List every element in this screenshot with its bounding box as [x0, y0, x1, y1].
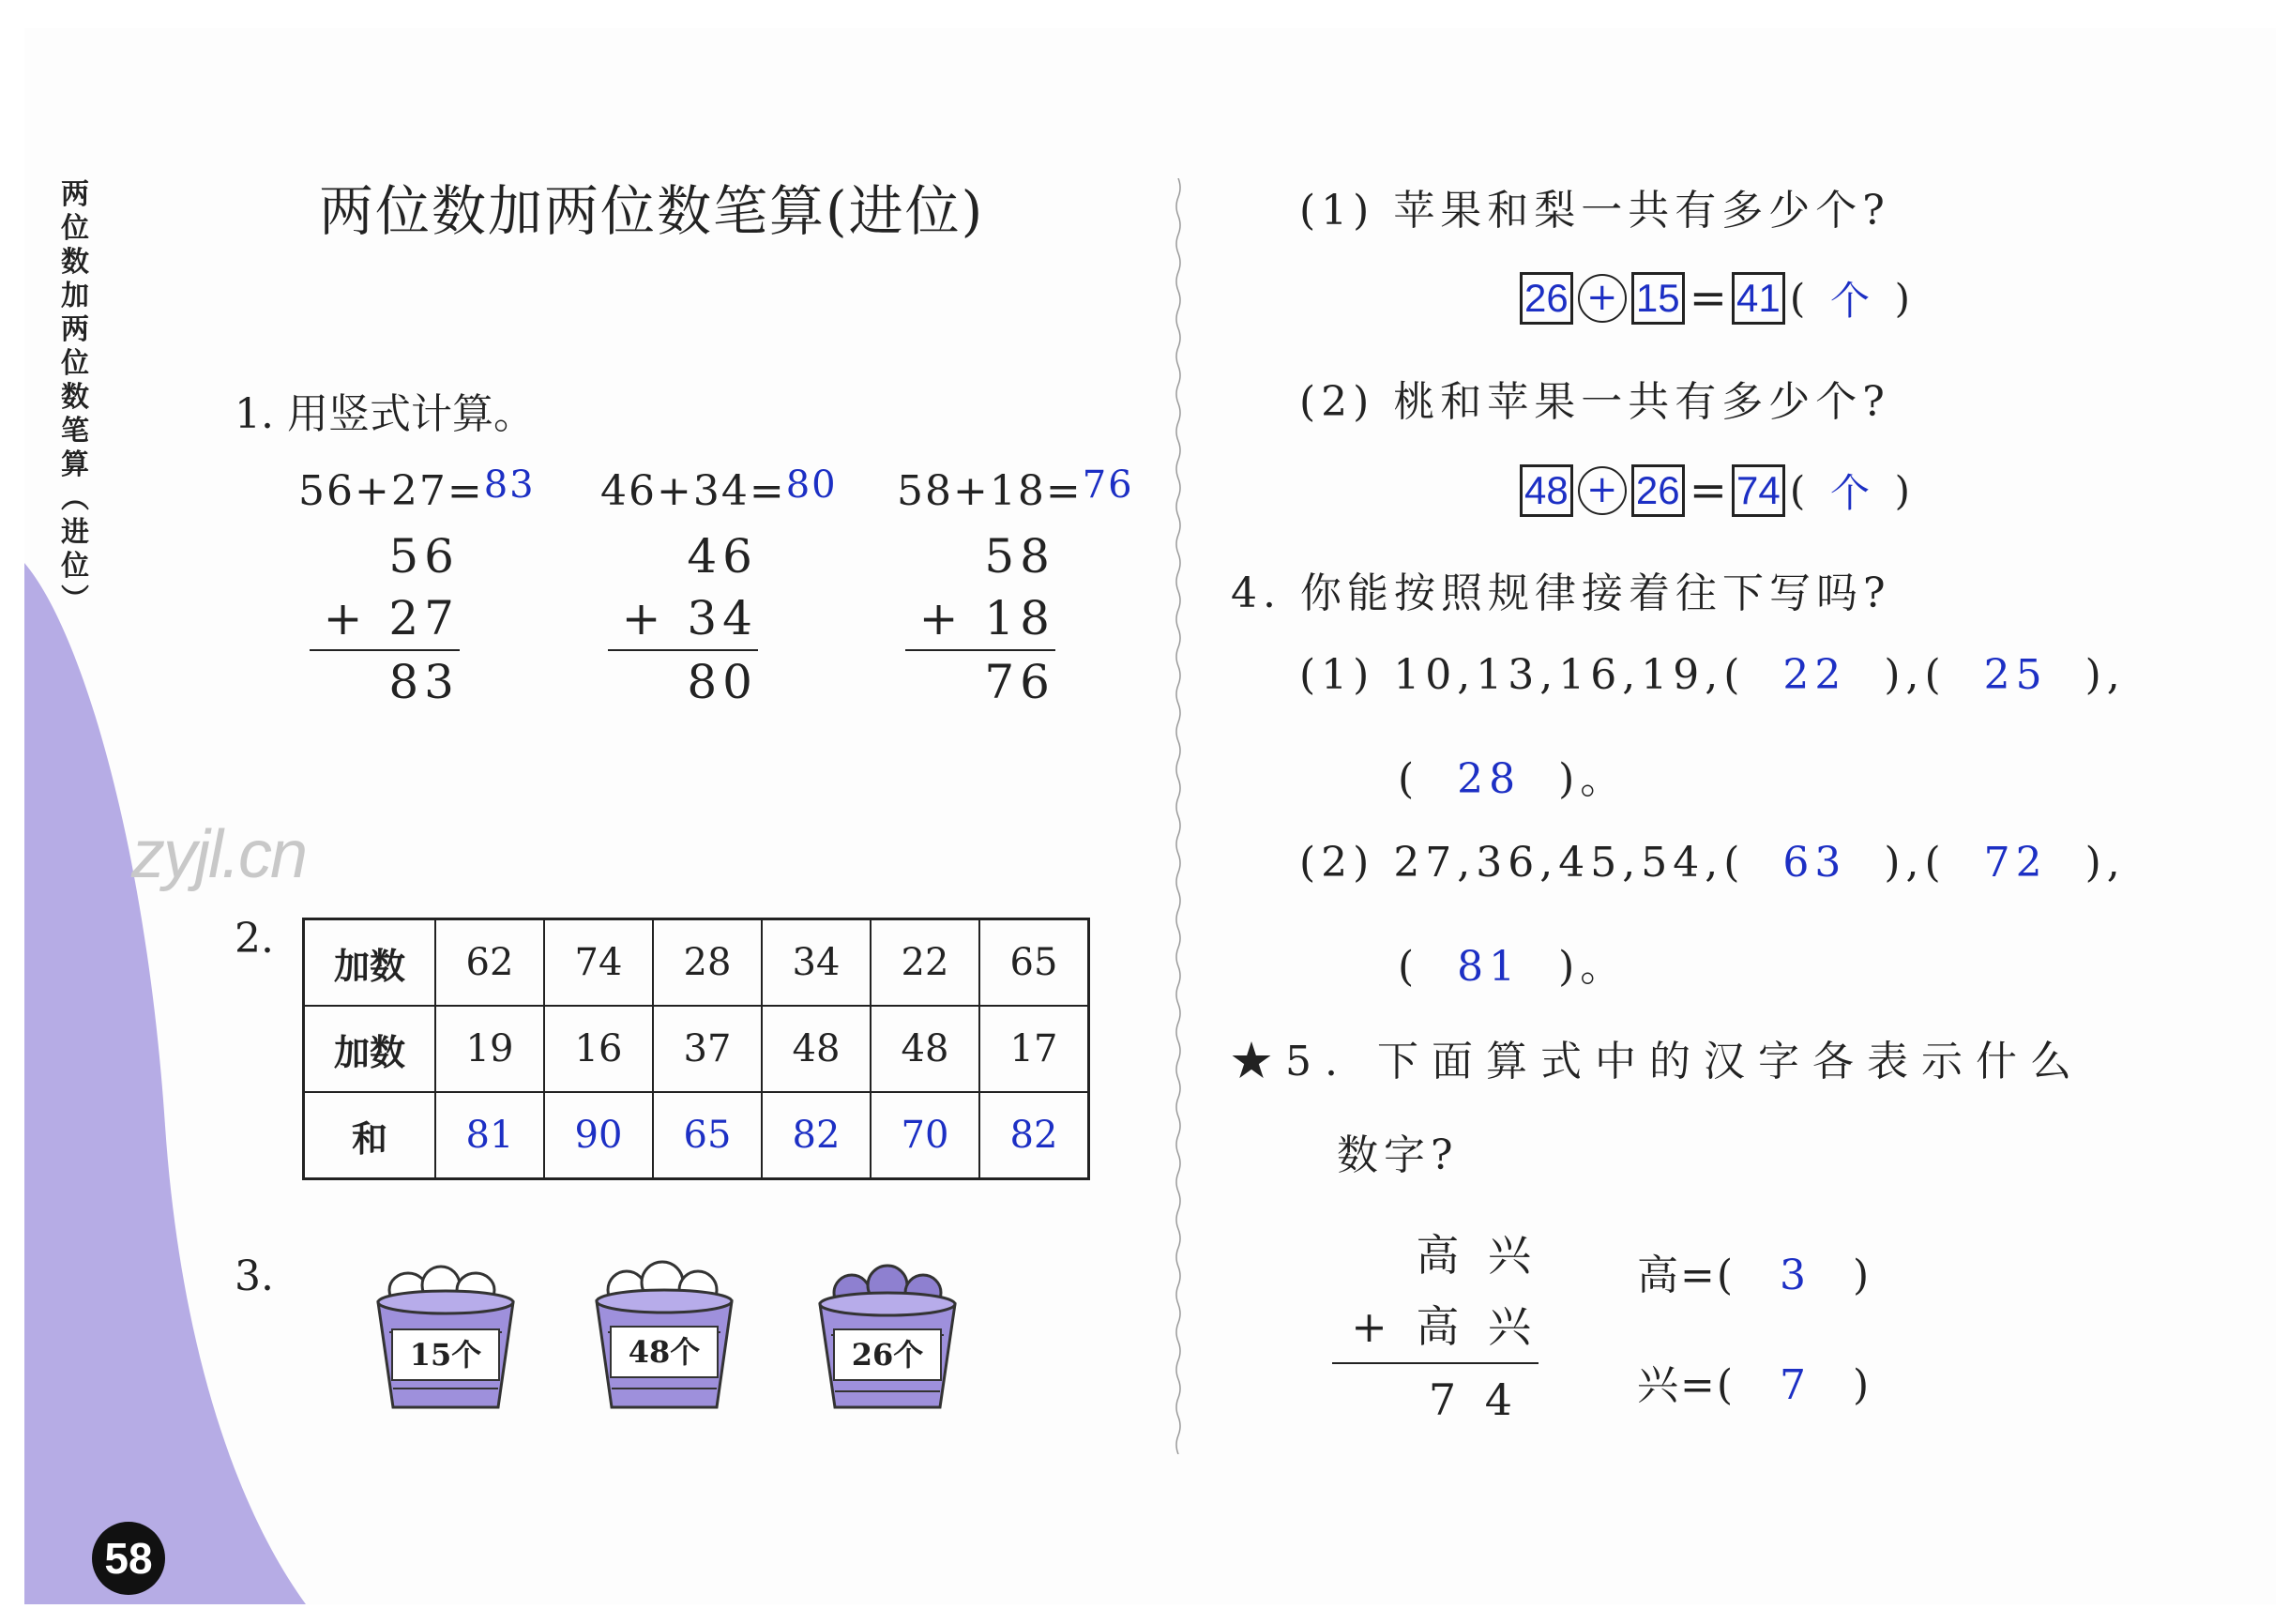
gao-value: 3 — [1780, 1252, 1809, 1299]
q4-sequence-1-cont: ( 28 )。 — [1398, 755, 1628, 803]
side-title-char: 两 — [61, 178, 89, 211]
sum-cell: 81 — [435, 1092, 544, 1179]
q4-label: 4. 你能按照规律接着往下写吗? — [1231, 569, 1891, 617]
q1-answer-1: 83 — [483, 463, 536, 507]
row-header: 加数 — [304, 1006, 436, 1092]
basket-label: 26个 — [833, 1328, 942, 1381]
unit-answer: 个 — [1829, 278, 1870, 324]
q3-sub1-text: (1) 苹果和梨一共有多少个? — [1299, 187, 1890, 235]
basket-label: 48个 — [610, 1326, 719, 1378]
table-row-addend1 — [304, 919, 1089, 1007]
table-cell: 28 — [653, 919, 762, 1007]
table-cell: 34 — [762, 919, 871, 1007]
q2-label: 2. — [235, 915, 274, 963]
sequence-answer: 28 — [1457, 755, 1522, 803]
sequence-answer: 22 — [1782, 651, 1847, 699]
side-title-char: 加 — [61, 280, 89, 312]
side-title-char: 位 — [61, 347, 89, 380]
table-cell: 16 — [544, 1006, 653, 1092]
side-title-char: 数 — [61, 246, 89, 279]
table-row-addend2 — [304, 1006, 1089, 1092]
q5-label-cont: 数字? — [1337, 1131, 1459, 1179]
q1-label: 1. 用竖式计算。 — [235, 390, 535, 438]
table-cell: 62 — [435, 919, 544, 1007]
q1-equation-1: 56+27=83 — [298, 463, 536, 515]
q3-sub1-equation: 26 + 15 = 41 ( 个 ) — [1520, 270, 1910, 326]
answer-box: 41 — [1732, 272, 1785, 325]
table-cell: 19 — [435, 1006, 544, 1092]
addition-table — [302, 918, 1090, 1180]
vertical-addition-3: 58 + 18 76 — [896, 525, 1055, 713]
answer-box: 26 — [1520, 272, 1573, 325]
q1-equation-3: 58+18=76 — [897, 463, 1134, 515]
q5-vertical-addition: 高 兴 + 高 兴 7 4 — [1332, 1220, 1539, 1435]
side-title-char: 两 — [61, 313, 89, 346]
sum-cell: 70 — [871, 1092, 979, 1179]
xing-answer-line: 兴=( 7 ) — [1637, 1361, 1872, 1409]
xing-value: 7 — [1780, 1361, 1809, 1409]
peach-basket — [812, 1255, 963, 1420]
page-title: 两位数加两位数笔算(进位) — [319, 179, 985, 243]
side-band — [24, 563, 306, 1604]
vertical-addition-2: 46 + 34 80 — [599, 525, 758, 713]
row-header: 加数 — [304, 919, 436, 1007]
table-cell: 48 — [871, 1006, 979, 1092]
operator-circle: + — [1578, 274, 1627, 323]
side-title-char: 位 — [61, 212, 89, 245]
table-cell: 65 — [979, 919, 1089, 1007]
basket-label: 15个 — [391, 1328, 500, 1381]
q4-sequence-1: (1) 10,13,16,19,( 22 ),( 25 ), — [1299, 651, 2126, 699]
sequence-answer: 81 — [1457, 943, 1522, 991]
side-title-char: 位 — [61, 550, 89, 583]
sequence-answer: 25 — [1983, 651, 2048, 699]
unit-answer: 个 — [1829, 470, 1870, 516]
workbook-page — [24, 28, 2276, 1604]
sequence-answer: 72 — [1983, 839, 2048, 887]
page-number: 58 — [92, 1522, 165, 1595]
answer-box: 48 — [1520, 464, 1573, 517]
table-cell: 74 — [544, 919, 653, 1007]
row-header: 和 — [304, 1092, 436, 1179]
page-divider — [1175, 178, 1182, 1454]
q1-answer-3: 76 — [1082, 463, 1134, 507]
gao-answer-line: 高=( 3 ) — [1637, 1252, 1872, 1299]
sequence-answer: 63 — [1782, 839, 1847, 887]
watermark: zyjl.cn — [131, 817, 307, 892]
pear-basket — [371, 1257, 521, 1420]
q4-sequence-2: (2) 27,36,45,54,( 63 ),( 72 ), — [1299, 839, 2126, 887]
side-title-char: ︶ — [61, 584, 89, 616]
sum-cell: 82 — [979, 1092, 1089, 1179]
answer-box: 26 — [1631, 464, 1685, 517]
table-row-sum — [304, 1092, 1089, 1179]
sum-cell: 65 — [653, 1092, 762, 1179]
answer-box: 74 — [1732, 464, 1785, 517]
vertical-addition-1: 56 + 27 83 — [300, 525, 460, 713]
q4-sequence-2-cont: ( 81 )。 — [1398, 943, 1628, 991]
sum-cell: 82 — [762, 1092, 871, 1179]
table-cell: 37 — [653, 1006, 762, 1092]
q1-answer-2: 80 — [785, 463, 838, 507]
side-title-char: 算 — [61, 448, 89, 481]
q5-label: ★5. 下面算式中的汉字各表示什么 — [1231, 1038, 2084, 1085]
apple-basket — [589, 1252, 739, 1420]
table-cell: 22 — [871, 919, 979, 1007]
side-title — [56, 178, 94, 617]
table-cell: 17 — [979, 1006, 1089, 1092]
q1-equation-2: 46+34=80 — [600, 463, 838, 515]
table-cell: 48 — [762, 1006, 871, 1092]
side-title-char: 数 — [61, 381, 89, 414]
sum-cell: 90 — [544, 1092, 653, 1179]
q3-sub2-text: (2) 桃和苹果一共有多少个? — [1299, 378, 1890, 426]
q3-sub2-equation: 48 + 26 = 74 ( 个 ) — [1520, 463, 1910, 519]
side-title-char: 进 — [61, 516, 89, 549]
side-title-char: 笔 — [61, 415, 89, 448]
answer-box: 15 — [1631, 272, 1685, 325]
side-title-char: ︵ — [61, 482, 89, 515]
q3-label: 3. — [235, 1252, 274, 1300]
operator-circle: + — [1578, 466, 1627, 515]
